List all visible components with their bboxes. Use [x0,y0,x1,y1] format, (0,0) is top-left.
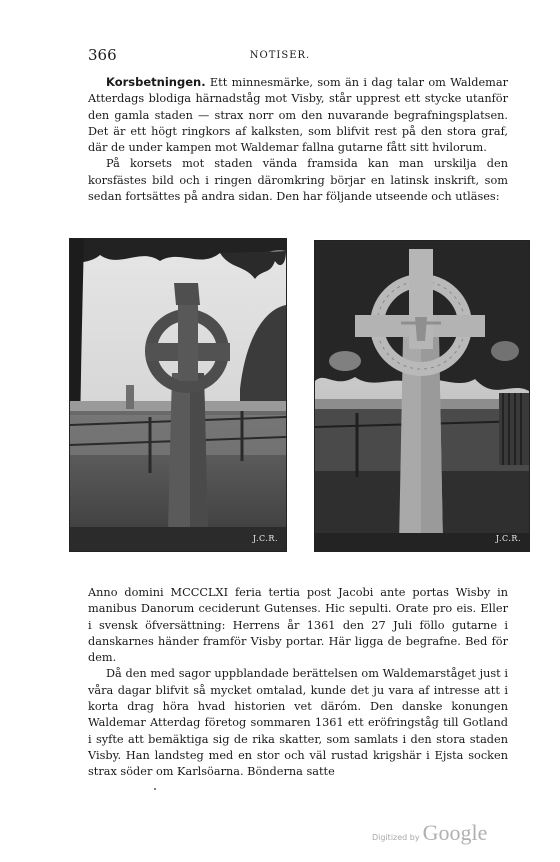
paragraph-1-text: Ett minnesmärke, som än i dag talar om Waldemar Atterdags blodiga härnadståg mot Visby, står upprest ett stycke utanför den gamla staden — strax norr om den nuvarande begrafningsplatsen. Det är ett högt ringkors af kalksten, som blifvit rest på den stora graf, där de under kampen mot Waldemar fallna gutarne fått sitt hvilorum. [88,76,508,155]
print-speck [154,788,156,790]
photo-cross-back [314,240,530,552]
photographer-signature: J.C.R. [495,534,521,543]
paragraph-2: På korsets mot staden vända framsida kan man urskilja den korsfästes bild och i ringen däromkring börjar en latinsk inskrift, som sedan fortsättes på andra sidan. Den har följande utseende och utläses: [88,157,508,204]
article-text-top [88,74,508,205]
article-heading: Korsbetningen. [106,75,206,89]
running-head: NOTISER. [249,50,311,61]
cross-photo-right-image [315,241,529,551]
paragraph-1 [88,74,508,156]
photographer-signature: J.C.R. [252,534,278,543]
photo-cross-front [69,238,287,552]
latin-inscription: Anno domini MCCCLXI feria tertia post Jacobi ante portas Wisby in manibus Danorum ceciderunt Gutenses. Hic sepulti. Orate pro eis. Eller i svensk öfversättning: Herrens år 1361 den 27 Juli föllo gutarne i danskarnes händer framför Visby portar. Här ligga de begrafne. Bed för dem. [88,586,508,665]
google-logo: Google [422,820,488,845]
article-text-bottom [88,585,508,781]
cross-photo-left-image [70,239,286,551]
digitized-by-label: Digitized by [372,833,420,842]
paragraph-4: Då den med sagor uppblandade berättelsen om Waldemarståget just i våra dagar blifvit så mycket omtalad, kunde det ju vara af intresse att i korta drag höra hvad historien vet däróm. Den danske konungen Waldemar Atterdag företog sommaren 1361 ett eröfringståg till Gotland i syfte att bemäktiga sig de rika skatter, som samlats i den stora staden Visby. Han landsteg med en stor och väl rustad krigshär i Ejsta socken strax söder om Karlsöarna. Bönderna satte [88,667,508,779]
page-number: 366 [88,46,117,64]
digitized-by-google-watermark [372,820,487,846]
